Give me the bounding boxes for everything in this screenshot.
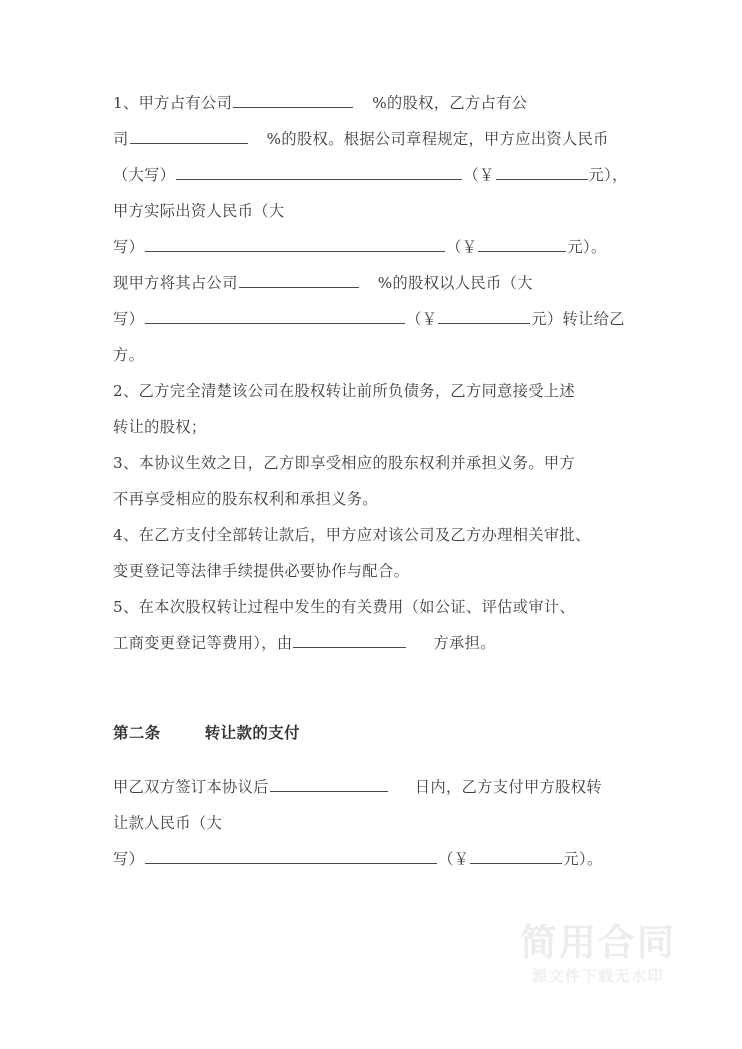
blank-fee-bearing-party[interactable] (293, 633, 406, 648)
document-body (113, 85, 635, 877)
clause-1-text-e: （大写） (113, 166, 176, 184)
clause-1-text-p: 元）转让给乙 (531, 310, 625, 328)
clause-1-text-h: 甲方实际出资人民币（大 (113, 202, 285, 220)
section-2-text-e: （￥ (438, 850, 470, 868)
clause-1-text-o: （￥ (406, 310, 438, 328)
clause-1-text-j: （￥ (446, 238, 478, 256)
clause-4-line-2 (113, 553, 635, 589)
clause-1-text-b: %的股权，乙方占有公 (372, 94, 528, 112)
heading-bottom-spacer (113, 751, 635, 769)
clause-1-text-m: %的股权以人民币（大 (377, 274, 533, 292)
section-spacer-half (113, 697, 635, 715)
clause-2-line-1 (113, 373, 635, 409)
clause-1-line-4 (113, 193, 635, 229)
section-2-heading-title: 转让款的支付 (204, 724, 301, 742)
clause-2-line-2 (113, 409, 635, 445)
section-2-text-a: 甲乙双方签订本协议后 (113, 778, 269, 796)
section-2-body (113, 769, 635, 877)
blank-payment-amount-figures[interactable] (470, 849, 562, 864)
section-2-heading (113, 715, 635, 751)
clause-1-line-8 (113, 337, 635, 373)
clause-4-text-b: 变更登记等法律手续提供必要协作与配合。 (113, 562, 410, 580)
clause-4 (113, 517, 635, 589)
blank-actual-capital-figures[interactable] (478, 237, 566, 252)
section-2-text-f: 元）。 (563, 850, 603, 868)
clause-1-text-c: 司 (113, 130, 129, 148)
clause-1-text-n: 写） (113, 310, 145, 328)
clause-1 (113, 85, 635, 373)
blank-transfer-percent[interactable] (239, 273, 359, 288)
clause-1-text-q: 方。 (113, 346, 145, 364)
blank-payment-amount-words[interactable] (145, 849, 437, 864)
watermark-sub-text: 源文件下载无水印 (531, 967, 664, 985)
clause-3-line-2 (113, 481, 635, 517)
clause-5-line-2 (113, 625, 635, 661)
clause-2 (113, 373, 635, 445)
blank-share-percent-party-b[interactable] (130, 129, 248, 144)
section-2-line-3 (113, 841, 635, 877)
clause-2-text-b: 转让的股权； (113, 418, 207, 436)
section-2-line-1 (113, 769, 635, 805)
clause-5-text-c: 方承担。 (433, 634, 496, 652)
watermark-main-text: 简用合同 (520, 921, 676, 964)
clause-5-text-b: 工商变更登记等费用），由 (113, 634, 293, 652)
blank-payment-days[interactable] (270, 777, 388, 792)
clause-1-line-7 (113, 301, 635, 337)
blank-capital-amount-figures[interactable] (496, 165, 588, 180)
section-2-heading-number: 第二条 (113, 724, 161, 742)
clause-3-line-1 (113, 445, 635, 481)
clause-1-text-l: 现甲方将其占公司 (113, 274, 238, 292)
blank-transfer-price-words[interactable] (145, 309, 405, 324)
section-2-text-c: 让款人民币（大 (113, 814, 223, 832)
clause-3 (113, 445, 635, 517)
clause-1-text-g: 元）， (588, 166, 628, 184)
clause-2-text-a: 2、乙方完全清楚该公司在股权转让前所负债务，乙方同意接受上述 (113, 382, 576, 400)
clause-1-text-d: %的股权。根据公司章程规定，甲方应出资人民币 (266, 130, 609, 148)
clause-1-text-a: 1、甲方占有公司 (113, 94, 233, 112)
blank-capital-amount-words[interactable] (176, 165, 462, 180)
clause-4-line-1 (113, 517, 635, 553)
clause-1-text-f: （￥ (463, 166, 495, 184)
section-2-line-2 (113, 805, 635, 841)
clause-1-line-5 (113, 229, 635, 265)
clause-5 (113, 589, 635, 661)
section-2-text-d: 写） (113, 850, 145, 868)
blank-share-percent-party-a[interactable] (233, 93, 353, 108)
clause-4-text-a: 4、在乙方支付全部转让款后，甲方应对该公司及乙方办理相关审批、 (113, 526, 591, 544)
clause-1-line-2 (113, 121, 635, 157)
clause-1-line-6 (113, 265, 635, 301)
clause-1-line-1 (113, 85, 635, 121)
clause-5-line-1 (113, 589, 635, 625)
clause-1-text-i: 写） (113, 238, 145, 256)
clause-1-text-k: 元）。 (567, 238, 607, 256)
blank-actual-capital-words[interactable] (145, 237, 445, 252)
watermark (498, 921, 698, 987)
clause-5-text-a: 5、在本次股权转让过程中发生的有关费用（如公证、评估或审计、 (113, 598, 576, 616)
blank-transfer-price-figures[interactable] (438, 309, 530, 324)
clause-3-text-b: 不再享受相应的股东权利和承担义务。 (113, 490, 378, 508)
section-2-text-b: 日内，乙方支付甲方股权转 (414, 778, 602, 796)
clause-1-line-3 (113, 157, 635, 193)
section-spacer (113, 661, 635, 697)
clause-3-text-a: 3、本协议生效之日，乙方即享受相应的股东权利并承担义务。甲方 (113, 454, 576, 472)
